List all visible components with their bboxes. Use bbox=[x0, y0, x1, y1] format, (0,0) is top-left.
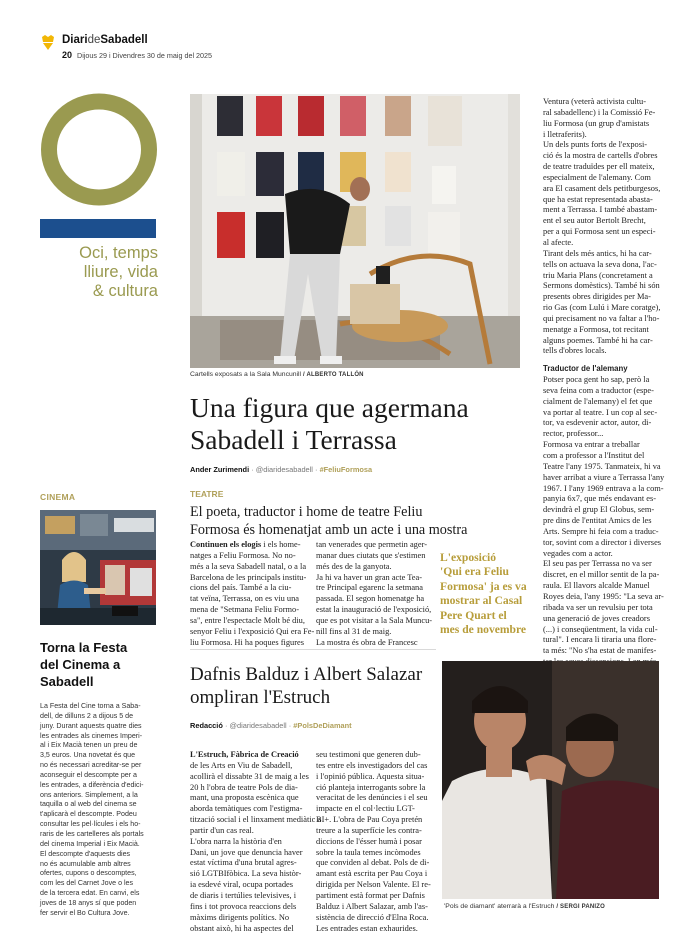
text-line: tells on actuava la seva dona, l'ac- bbox=[543, 259, 657, 269]
text-line: diccions de l'ésser humà i posar bbox=[316, 836, 422, 846]
text-line: de teatre traduïdes per ell mateix, bbox=[543, 162, 655, 172]
page-number: 20 bbox=[62, 50, 73, 60]
text-line: rio Gas (com Lulú i Mare coratge), bbox=[543, 303, 661, 313]
text-line: cialment de l'alemany) el fet que bbox=[543, 396, 653, 406]
text-line: tan venerades que permetin ager- bbox=[316, 540, 427, 549]
text-line: ons anteriors. Simplement, a la bbox=[40, 790, 138, 799]
text-line: ral sabadellenc) i la Comissió Fe- bbox=[543, 107, 656, 117]
article1-subheading: Traductor de l'alemany bbox=[543, 364, 628, 374]
text-line: no és acumulable amb altres bbox=[40, 859, 131, 868]
sidebar-label: CINEMA bbox=[40, 492, 76, 502]
text-line: cions del país. També a la ciu- bbox=[190, 583, 292, 593]
text-line: ribada va ser un revulsiu per tota bbox=[543, 602, 653, 612]
text-line: no és necessari acreditar-se per bbox=[40, 761, 142, 770]
text-line: qui precisament no va faltar a l'ho- bbox=[543, 313, 660, 323]
exhibition-photo bbox=[190, 94, 520, 368]
twitter-handle[interactable]: @diaridesabadell bbox=[229, 721, 287, 730]
exhibition-photo-image bbox=[190, 94, 520, 368]
text-line: passada. El segon homenatge ha bbox=[316, 594, 425, 604]
text-line: per a qui Formosa sent un especi- bbox=[543, 227, 656, 237]
text-line: impacte en el col·lectiu LGT- bbox=[316, 804, 415, 814]
masthead-title: DiarideSabadell bbox=[62, 34, 148, 46]
text-line: de les Arts en Viu de Sabadell, bbox=[190, 760, 293, 770]
text-line: BI+. L'obra de Pau Coya pretén bbox=[316, 815, 423, 825]
text-line: del cinema Imperial i Eix Macià. bbox=[40, 839, 140, 848]
play-photo bbox=[442, 661, 659, 899]
article2-headline: Dafnis Balduz i Albert Salazar ompliran l'Estruch bbox=[190, 664, 423, 708]
text-line: tor, va esdevenir actor, autor, di- bbox=[543, 418, 652, 428]
text-line: les entrades als cinemes Imperi- bbox=[40, 731, 143, 740]
hashtag-link[interactable]: #FeliuFormosa bbox=[319, 465, 373, 474]
text-line: Ventura (veterà activista cultu- bbox=[543, 97, 647, 106]
text-line: tre Principal egarenc la setmana bbox=[316, 583, 423, 593]
text-line: seu testimoni que generen dub- bbox=[316, 750, 421, 759]
text-line: triu Maria Plans (concretament a bbox=[543, 270, 653, 280]
text-line: i lletraferits). bbox=[543, 129, 587, 139]
text-line: 'Qui era Feliu bbox=[440, 565, 509, 579]
text-line: nill fins al 31 de maig. bbox=[316, 626, 392, 636]
text-line: partiment està format per Dafnis bbox=[316, 890, 425, 900]
twitter-handle[interactable]: @diaridesabadell bbox=[255, 465, 313, 474]
play-photo-caption: 'Pols de diamant' aterrarà a l'Estruch / SERGI PANIZO bbox=[444, 903, 606, 910]
text-line: acollirà el dissabte 31 de maig a les bbox=[190, 771, 309, 781]
text-line: joves de 18 anys sí que poden bbox=[40, 898, 137, 907]
text-line: vegades com a actor. bbox=[543, 548, 613, 558]
text-line: va portar al teatre. I un cop al sec- bbox=[543, 407, 658, 417]
text-line: Arts. Sempre hi feia com a traduc- bbox=[543, 526, 659, 536]
text-line: consultar les pel·lícules i els ho- bbox=[40, 820, 141, 829]
text-line: devindrà el grup El Globus, sem- bbox=[543, 505, 655, 515]
text-line: tells d'obres locals. bbox=[543, 346, 607, 356]
article-divider bbox=[190, 649, 436, 650]
text-line: Tirant dels més antics, hi ha car- bbox=[543, 248, 652, 258]
text-line: tor, sovint com a director i diverses bbox=[543, 537, 662, 547]
text-line: alguns poemes. També hi ha car- bbox=[543, 335, 653, 345]
text-line: seva feina com a traductor (espe- bbox=[543, 385, 654, 395]
text-line: El seu pas per Terrassa no va ser bbox=[543, 559, 652, 569]
text-line: ment a Terrassa. I també abastam- bbox=[543, 205, 658, 215]
text-line: Sermons domèstics). També hi són bbox=[543, 281, 660, 291]
hashtag-link[interactable]: #PolsDeDiamant bbox=[293, 721, 352, 730]
cinema-photo bbox=[40, 510, 156, 625]
masthead bbox=[40, 33, 280, 63]
text-line: especialment de l'alemany. Com bbox=[543, 172, 651, 182]
section-color-bar bbox=[40, 219, 156, 238]
text-line: Les entrades estan exhaurides. bbox=[316, 923, 418, 933]
text-line: que ha estat representada abasta- bbox=[543, 194, 653, 204]
text-line: tat veïna, Terrassa, on es viu una bbox=[190, 594, 300, 604]
diari-logo-icon bbox=[40, 34, 56, 51]
text-line: Formosa va entrar a treballar bbox=[543, 440, 640, 450]
text-line: ta més: "No s'ha estat de manifes- bbox=[543, 646, 657, 656]
text-line: L'obra narra la història d'en bbox=[190, 836, 282, 846]
text-line: tural". I encara li tiraria una flore- bbox=[543, 635, 657, 645]
text-line: sistència de direcció d'Elna Roca. bbox=[316, 912, 429, 922]
text-line: menatge a Formosa, tot recitant bbox=[543, 324, 649, 334]
article1-kicker: TEATRE bbox=[190, 489, 224, 499]
text-line: de diaris i tertúlies televisives, i bbox=[190, 890, 297, 900]
text-line: una generació de joves creadors bbox=[543, 613, 650, 623]
text-line: Dani, un jove que denuncia haver bbox=[190, 847, 303, 857]
text-line: mes de novembre bbox=[440, 623, 527, 637]
exhibition-photo-caption: Cartells exposats a la Sala Muncunill / ALBERTO TALLÓN bbox=[190, 371, 364, 378]
text-line: ara El casament dels petitburgesos, bbox=[543, 183, 661, 193]
article1-column-2 bbox=[316, 540, 438, 648]
article2-column-2 bbox=[316, 750, 440, 934]
text-line: més des de la ganyota. bbox=[316, 561, 392, 571]
text-line: Ja hi va haver un gran acte Tea- bbox=[316, 572, 422, 582]
text-line: L'exposició bbox=[440, 551, 497, 564]
text-line: Formosa' ja es va bbox=[440, 579, 527, 593]
section-title: Oci, temps lliure, vida & cultura bbox=[79, 244, 158, 300]
text-line: liu Formosa. Hi ha poques figures bbox=[190, 637, 304, 647]
text-line: natges a Feliu Formosa. No no- bbox=[190, 550, 296, 560]
text-line: 1967. I l'any 1969 entrava a la com- bbox=[543, 483, 664, 493]
text-line: Pere Quart el bbox=[440, 608, 507, 622]
text-line: Royes deia, l'any 1995: "La seva ar- bbox=[543, 591, 664, 601]
text-line: mostrar al Casal bbox=[440, 594, 523, 608]
text-line: Teatre l'any 1975. Tanmateix, hi va bbox=[543, 461, 661, 471]
text-line: mena de "Setmana Feliu Formo- bbox=[190, 605, 300, 615]
text-line: ció és la mostra de cartells d'obres bbox=[543, 151, 658, 161]
text-line: Potser poca gent ho sap, però la bbox=[543, 375, 650, 385]
text-line: panyia 6x7, que més endavant es- bbox=[543, 494, 657, 504]
text-line: Un dels punts forts de l'exposi- bbox=[543, 140, 648, 150]
sidebar-body bbox=[40, 702, 160, 919]
text-line: al afecte. bbox=[543, 237, 574, 247]
text-line: 3,5 euros. Una novetat és que bbox=[40, 751, 136, 760]
lead-in: Continuen els elogis bbox=[190, 540, 262, 549]
text-line: La mostra és obra de Francesc bbox=[316, 637, 418, 647]
text-line: al i Eix Macià tenen un preu de bbox=[40, 741, 138, 750]
text-line: que conviden al debat. Pols de di- bbox=[316, 858, 430, 868]
sidebar-headline: Torna la Festa del Cinema a Sabadell bbox=[40, 640, 128, 689]
article1-byline: Ander Zurimendi · @diaridesabadell · #FeliuFormosa bbox=[190, 465, 373, 474]
text-line: com les del Carnet Jove o les bbox=[40, 879, 134, 888]
play-photo-image bbox=[442, 661, 659, 899]
text-line: que es pot visitar a la Sala Muncu- bbox=[316, 615, 433, 625]
text-line: manar dues ciutats que s'estimen bbox=[316, 550, 426, 560]
text-line: ció planteja interrogants sobre la bbox=[316, 782, 426, 792]
text-line: fins i tot provoca reaccions dels bbox=[190, 901, 297, 911]
text-line: fer servir el Bo Cultura Jove. bbox=[40, 908, 130, 917]
article2-column-1 bbox=[190, 750, 322, 934]
text-line: aconseguir el descompte per a bbox=[40, 770, 138, 779]
text-line: haver arribat a viure a Terrassa l'any bbox=[543, 472, 665, 482]
text-line: (...) i conseqüentment, la vida cul- bbox=[543, 624, 658, 634]
text-line: senyor Feliu i l'exposició Qui era Fe- bbox=[190, 626, 315, 636]
text-line: mant, una proposta escènica que bbox=[190, 793, 299, 803]
text-line: rector, professor... bbox=[543, 429, 604, 439]
text-line: sobre la taula temes incòmodes bbox=[316, 847, 421, 857]
text-line: sió LGTBIfòbica. La seva històr- bbox=[190, 869, 302, 879]
text-line: ent el seu autor Bertolt Brecht, bbox=[543, 216, 646, 226]
text-line: com a professor a l'Institut del bbox=[543, 451, 645, 460]
text-line: màxims dirigents polítics. No bbox=[190, 912, 290, 922]
text-line: estat víctima d'una brutal agres- bbox=[190, 858, 297, 868]
text-line: La Festa del Cine torna a Saba- bbox=[40, 702, 141, 710]
text-line: sa", entre l'espectacle Molt bé diu, bbox=[190, 615, 305, 625]
text-line: dell, de dilluns 2 a dijous 5 de bbox=[40, 711, 134, 720]
text-line: de la tercera edat. En canvi, els bbox=[40, 889, 140, 898]
text-line: taquilla o al web del cinema se bbox=[40, 800, 137, 809]
text-line: veracitat de les denúncies i el seu bbox=[316, 793, 428, 803]
text-line: ia esdevé viral, ocupa portades bbox=[190, 880, 294, 890]
text-line: estat la inauguració de l'exposició, bbox=[316, 605, 432, 615]
text-line: les entrades, a diferència d'edici- bbox=[40, 780, 144, 789]
text-line: tització social i el linxament mediàtic a bbox=[190, 815, 322, 825]
text-line: presents obres dirigides per Ma- bbox=[543, 292, 651, 302]
text-line: amant està escrita per Pau Coya i bbox=[316, 869, 428, 879]
text-line: aborda temàtiques com l'estigma- bbox=[190, 804, 303, 814]
text-line: raris de les cartelleres als portals bbox=[40, 829, 144, 838]
section-letter-o bbox=[40, 92, 158, 207]
text-line: Balduz i Albert Salazar, amb l'as- bbox=[316, 901, 428, 911]
text-line: El descompte d'aquests dies bbox=[40, 849, 131, 858]
text-line: i l'opinió pública. Aquesta situa- bbox=[316, 771, 425, 781]
text-line: liu Formosa (un grup d'amistats bbox=[543, 118, 650, 128]
article1-column-3 bbox=[543, 97, 665, 711]
text-line: partir d'un cas real. bbox=[190, 825, 254, 835]
article1-column-1 bbox=[190, 540, 315, 648]
issue-date: Dijous 29 i Divendres 30 de maig del 2025 bbox=[77, 51, 213, 60]
text-line: raula. El llavors alcalde Manuel bbox=[543, 581, 650, 591]
lead-in: L'Estruch, Fàbrica de Creació bbox=[190, 750, 299, 759]
text-line: t'aplicarà el descompte. Podeu bbox=[40, 810, 137, 819]
text-line: Continuen els elogis i els home- bbox=[190, 540, 301, 549]
text-line: treure a la superfície les contra- bbox=[316, 825, 422, 835]
article1-headline: Una figura que agermana Sabadell i Terrassa bbox=[190, 392, 469, 455]
article2-byline: Redacció · @diaridesabadell · #PolsDeDiamant bbox=[190, 721, 352, 730]
article1-pullquote bbox=[440, 551, 540, 637]
text-line: discret, en el millor sentit de la pa- bbox=[543, 570, 660, 580]
cinema-photo-image bbox=[40, 510, 156, 625]
text-line: 20 h l'obra de teatre Pols de dia- bbox=[190, 782, 298, 792]
text-line: dirigida per Nelson Valente. El re- bbox=[316, 880, 431, 890]
text-line: més a la seva Sabadell natal, o a la bbox=[190, 561, 307, 571]
text-line: Barcelona de les principals institu- bbox=[190, 572, 307, 582]
text-line: juny. Durant aquests quatre dies bbox=[40, 721, 142, 730]
article1-subhead: TEATRE El poeta, traductor i home de teatre Feliu Formosa és homenatjat amb un acte i una mostra bbox=[190, 489, 468, 538]
text-line: pre dins de l'entitat Amics de les bbox=[543, 516, 652, 526]
text-line: ofertes, cupons o descomptes, bbox=[40, 869, 137, 878]
text-line: tes entre els investigadors del cas bbox=[316, 760, 428, 770]
text-line: obstant això, hi ha aspectes del bbox=[190, 923, 294, 933]
